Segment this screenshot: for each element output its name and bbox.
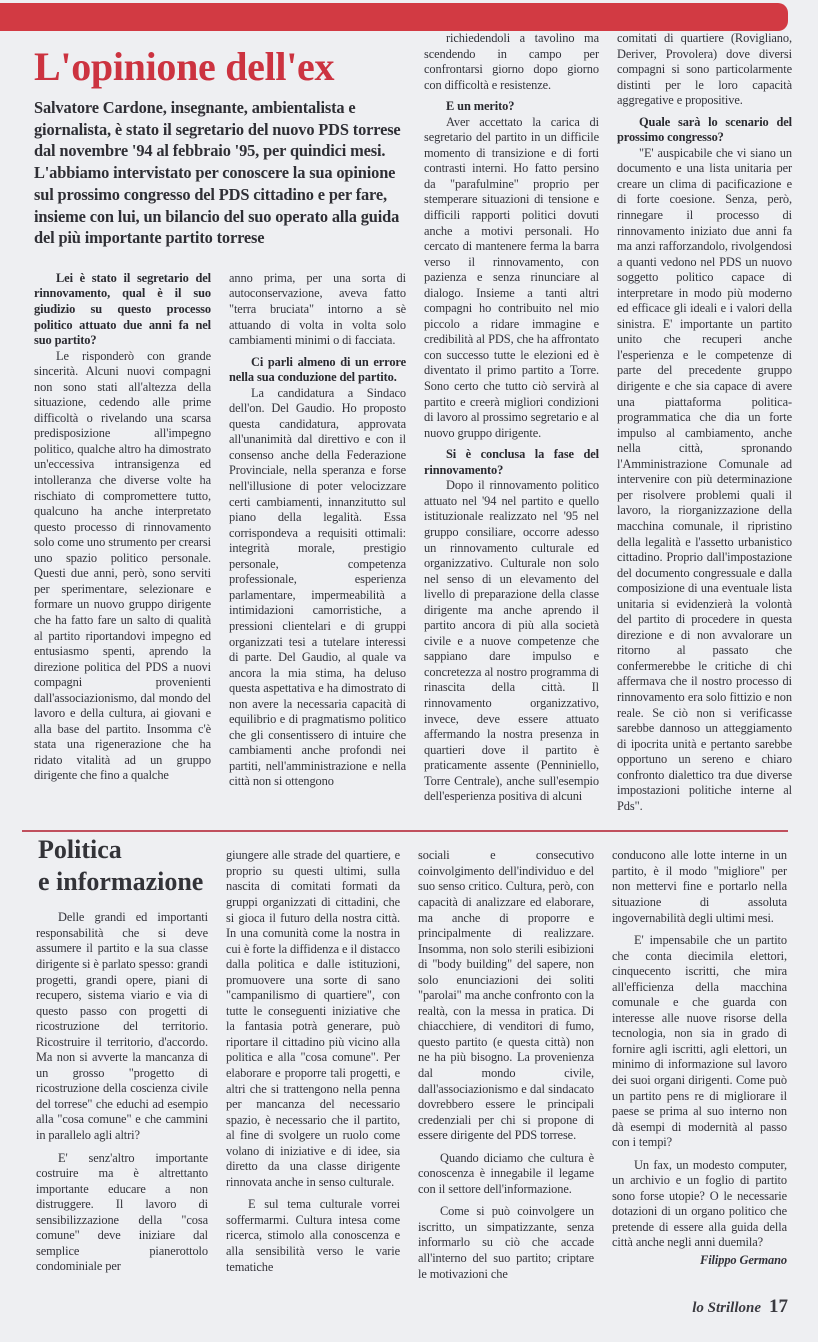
interview-question: Si è conclusa la fase del rinnovamento?: [424, 447, 599, 477]
paragraph: La candidatura a Sindaco dell'on. Del Gaudio. Ho proposto questa candidatura, approvata all'unanimità dal direttivo e con il consenso anche della Federazione Provinciale, nella speranza e forse nell'illusione di poter velocizzare certi cambiamenti, innanzitutto sul piano della legalità. Essa corrispondeva a requisiti ottimali: integrità morale, prestigio personale, competenza professionale, esperienza parlamentare, impermeabilità a intimidazioni camorristiche, a pressioni clientelari e di gruppi organizzati tesi a tutelare interessi di parte. Del Gaudio, al quale va ancora la mia stima, ha deluso questa aspettativa e ha dimostrato di non avere la necessaria capacità di equilibrio e di pragmatismo politico che gli consentissero di intuire che cambiamenti anche profondi nei partiti, nell'amministrazione e nella città non si ottengono: [229, 385, 406, 789]
article-headline: L'opinione dell'ex: [34, 44, 335, 89]
interview-article: [0, 31, 818, 814]
paragraph: Dopo il rinnovamento politico attuato nel '94 nel partito e quello istituzionale realizzato nel '95 nel gruppo consiliare, occorre adesso un rinnovamento culturale ed organizzativo. Culturale non solo nel senso di un elevamento del livello di preparazione della classe dirigente ma anche aprendo il partito ancora di più alla società civile e a nuove competenze che sappiano dare impulso e concretezza al nostro programma di rinascita della città. Il rinnovamento organizzativo, invece, deve essere attuato affermando la nostra presenza in quartieri dove il partito è praticamente assente (Penniniello, Torre Centrale), anche sull'esempio dell'esperienza positiva di alcuni: [424, 478, 599, 804]
second-article-column-2: [226, 848, 400, 1275]
paragraph-continued: sociali e consecutivo coinvolgimento dell'individuo e del suo senso critico. Cultura, però, con capacità di analizzare ed elaborare, ma anche di proporre e principalmente di realizzare. Insomma, non solo sterili esibizioni di "body building" del sapere, non solo enunciazioni dei soliti "parolai" ma anche confronto con la realtà, con la messa in pratica. Di chiacchiere, di venditori di fumo, questo partito (e questa città) non ne ha più bisogno. La provenienza dal mondo civile, dall'associazionismo e dal sindacato dovrebbero essere le principali credenziali per chi si propone di essere dirigente del PDS torrese.: [418, 848, 594, 1143]
paragraph-continued: conducono alle lotte interne in un partito, è il modo "migliore" per non mettervi fine e portarlo nella situazione di assoluta ingovernabilità degli ultimi mesi.: [612, 848, 787, 925]
paragraph-continued: anno prima, per una sorta di autoconservazione, aveva fatto "terra bruciata" intorno a sè attuando di volta in volta solo cambiamenti minimi o di facciata.: [229, 270, 406, 348]
paragraph: E sul tema culturale vorrei soffermarmi. Cultura intesa come ricerca, stimolo alla conoscenza e alla sensibilità verso le varie tematiche: [226, 1197, 400, 1274]
article-column-2: [229, 271, 406, 790]
section-divider: [22, 830, 788, 832]
interview-right-columns: [424, 31, 792, 814]
paragraph: Aver accettato la carica di segretario del partito in un difficile momento di transizione e di forti contrasti interni. Ho fatto persino da "parafulmine" proprio per stemperare situazioni di tensione e difficili rapporti politici dovuti anche a motivi personali. Ho cercato di mantenere ferma la barra verso il rinnovamento, con pazienza e senza rinunciare al dialogo. Insieme a tanti altri compagni ho contribuito nel mio piccolo a ridare immagine e credibilità al PDS, che ha affrontato con successo tutte le elezioni ed è diventato il primo partito a Torre. Sono certo che tutto ciò servirà al partito e creerà migliori condizioni di lavoro al prossimo segretario e al nuovo gruppo dirigente.: [424, 114, 599, 440]
paragraph: Un fax, un modesto computer, un archivio e un foglio di partito sono forse utopie? O le necessarie dotazioni di un organo politico che pretende di essere alla guida della città anche negli anni duemila?: [612, 1157, 787, 1250]
second-article: [0, 835, 818, 1282]
title-line-2: e informazione: [38, 867, 204, 897]
page-number: 17: [769, 1296, 788, 1318]
paragraph: Quando diciamo che cultura è conoscenza è innegabile il legame con il settore dell'informazione.: [418, 1150, 594, 1196]
author-byline: Filippo Germano: [700, 1253, 787, 1268]
paragraph-continued: comitati di quartiere (Rovigliano, Deriver, Provolera) dove diversi compagni si sono particolarmente distinti per le loro capacità aggregative e propositive.: [617, 31, 792, 108]
paragraph-continued: giungere alle strade del quartiere, e proprio su questi ultimi, sulla nascita di comitati formati da gruppi organizzati di cittadini, che si gioca il futuro della nostra città. In una comunità come la nostra in cui è forte la diffidenza e il distacco dalla politica e dalle istituzioni, promuovere una sorte di sano "campanilismo di quartiere", con tutte le conseguenti iniziative che la fantasia potrà generare, può riportare il cittadino più vicino alla politica e alla "cosa comune". Per elaborare e proporre tali progetti, e altri che si trattengono nella penna per mancanza del necessario spazio, è necessario che il partito, al fine di svolgere un ruolo come volano di iniziative e di idee, sia diretto da una classe dirigente rinnovata anche in senso culturale.: [226, 848, 400, 1189]
paragraph: richiedendoli a tavolino ma scendendo in campo per confrontarsi giorno dopo giorno con difficoltà e resistenze.: [424, 31, 599, 92]
paragraph: E' impensabile che un partito che conta diecimila elettori, cinquecento iscritti, che mira all'efficienza della macchina comunale e che guarda con interesse alle nuove risorse della tecnologia, non sia in grado di fornire agli iscritti, agli elettori, un minimo di informazione sul lavoro dei suoi organi dirigenti. Come può un partito pens re di migliorare il paese se prima al suo interno non dà esempi di modernità al passo con i tempi?: [612, 933, 787, 1150]
title-line-1: Politica: [38, 835, 122, 865]
header-color-bar: [0, 3, 788, 31]
paragraph: Delle grandi ed importanti responsabilità che si deve assumere il partito e la sua classe dirigente si è parlato spesso: grandi progetti, grandi opere, piani di recupero, sistema viario e via di questo passo con progetti di ricostruzione del territorio. Ricostruire il territorio, d'accordo. Ma non si avverte la mancanza di un grosso "progetto di ricostruzione della coscienza civile del torrese" che educhi ad esempio alla "cosa comune" e che cammini in parallelo agli altri?: [36, 910, 208, 1142]
article-lead: Salvatore Cardone, insegnante, ambientalista e giornalista, è stato il segretario del nuovo PDS torrese dal novembre '94 al febbraio '95, per quindici mesi. L'abbiamo intervistato per conoscere la sua opinione sul prossimo congresso del PDS cittadino e per fare, insieme con lui, un bilancio del suo operato alla guida del più importante partito torrese: [34, 98, 401, 248]
article-column-3: [424, 31, 599, 805]
publication-name: lo Strillone: [692, 1300, 761, 1317]
page-footer: [0, 1296, 818, 1318]
paragraph: Come si può coinvolgere un iscritto, un simpatizzante, senza informarlo su ciò che accade all'interno del suo partito; criptare le motivazioni che: [418, 1204, 594, 1281]
interview-question: Ci parli almeno di un errore nella sua conduzione del partito.: [229, 354, 406, 385]
second-article-column-4: [612, 848, 787, 1268]
interview-question: Quale sarà lo scenario del prossimo congresso?: [617, 114, 792, 145]
article-column-1: [34, 271, 211, 784]
second-article-title: [38, 834, 208, 898]
interview-question: Lei è stato il segretario del rinnovamento, qual è il suo giudizio su questo processo politico attuato due anni fa nel suo partito?: [34, 270, 211, 348]
interview-lower-columns: [34, 271, 406, 790]
paragraph: "E' auspicabile che vi siano un documento e una lista unitaria per creare un clima di pacificazione e di forte coesione. Senza, però, rinnegare il processo di rinnovamento iniziato due anni fa ma anzi rafforzandolo, rivolgendosi a quanti vedono nel PDS un nuovo soggetto politico capace di interpretare in modo più moderno ed efficace gli ideali e i valori della sinistra. E' importante un partito unito che recuperi anche l'esperienza e le competenze di parte del precedente gruppo dirigente e che sia capace di avere una piattaforma politica-programmatica che dia un forte impulso al cambiamento, anche nella città, spronando l'Amministrazione Comunale ad intervenire con più determinazione per risolvere problemi quali il lavoro, la riorganizzazione della macchina comunale, il ripristino della legalità e l'assetto urbanistico cittadino. Proprio dall'impostazione del documento congressuale e dalla composizione di una eventuale lista unitaria si evidenzierà la volontà del partito di procedere in questa direzione e di non avvalorare un ritorno al passato che confermerebbe le critiche di chi affermava che il nostro processo di rinnovamento era solo fittizio e non reale. Se ciò non si verificasse sarebbe dannoso un atteggiamento di ipocrita unità e pertanto sarebbe opportuno un sereno e chiaro confronto dialettico tra due diverse impostazioni politiche interne al Pds".: [617, 145, 792, 813]
interview-right-block: [424, 31, 792, 814]
interview-question: E un merito?: [446, 99, 515, 114]
interview-left-block: [34, 31, 406, 790]
paragraph: E' senz'altro importante costruire ma è altrettanto importante educare a non distruggere. Il lavoro di sensibilizzazione della "cosa comune" deve iniziare dal semplice pianerottolo condominiale per: [36, 1150, 208, 1274]
article-column-4: [617, 31, 792, 814]
second-article-column-1: [36, 910, 208, 1275]
second-article-column-3: [418, 848, 594, 1282]
paragraph: Le risponderò con grande sincerità. Alcuni nuovi compagni non sono stati all'altezza della situazione, cedendo alle prime difficoltà o rivelando una scarsa predisposizione all'impegno politico, qualche altro ha dimostrato un'eccessiva intransigenza ed intolleranza che diverse volte ha rischiato di compromettere tutto, qualcuno ha anche interpretato questo processo di rinnovamento solo come uno strumento per crearsi uno spazio politico personale. Questi due anni, però, sono serviti per sperimentare, selezionare e formare un nuovo gruppo dirigente che ha fatto fare un salto di qualità al partito riportandovi impegno ed entusiasmo spenti, aprendo la direzione politica del PDS a nuovi compagni provenienti dall'associazionismo, dal mondo del lavoro e della cultura, ai giovani e alla base del partito. Insomma c'è stata una rigenerazione che ha ridato vitalità ad un gruppo dirigente che fino a qualche: [34, 348, 211, 783]
second-article-first-block: [36, 835, 208, 1275]
